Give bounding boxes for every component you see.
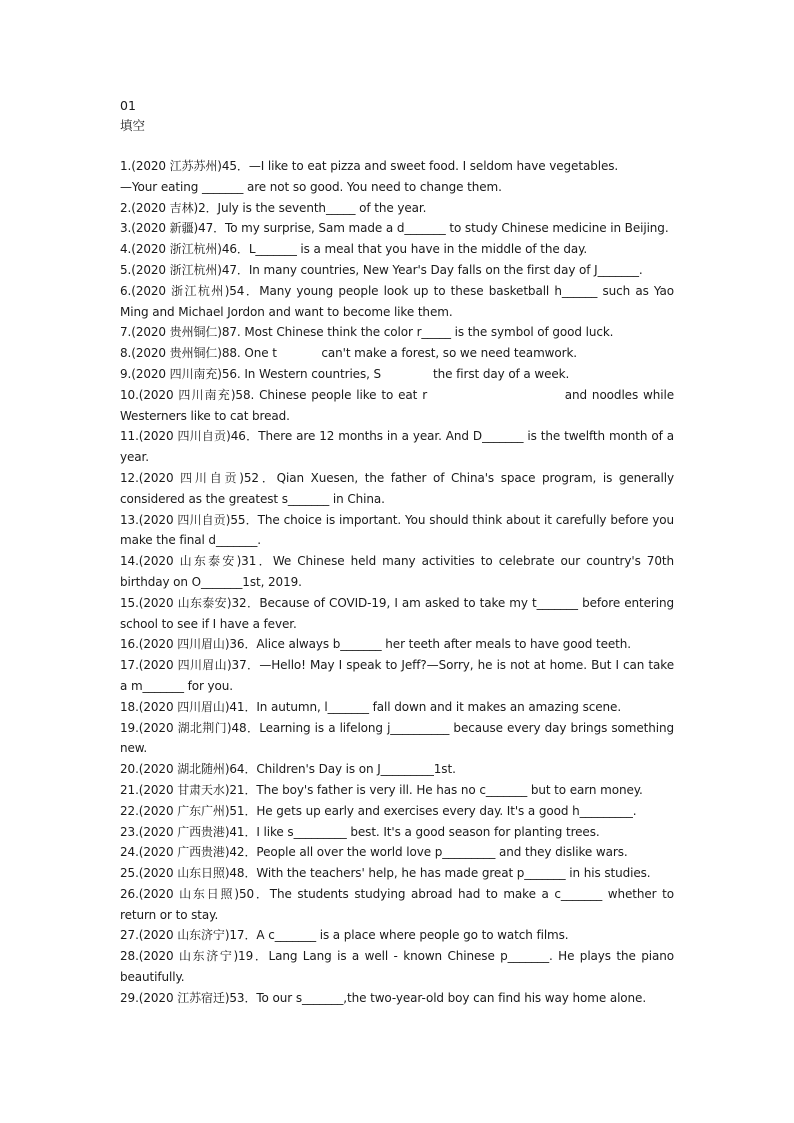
question-item: 19.(2020 湖北荆门)48．Learning is a lifelong j__________ because every day brings something new. <box>120 720 674 756</box>
question-item: 5.(2020 浙江杭州)47．In many countries, New Year's Day falls on the first day of J_______. <box>120 262 643 277</box>
question-item: 23.(2020 广西贵港)41．I like s_________ best. It's a good season for planting trees. <box>120 824 600 839</box>
question-item: 2.(2020 吉林)2．July is the seventh_____ of the year. <box>120 200 427 215</box>
question-item: 25.(2020 山东日照)48．With the teachers' help, he has made great p_______ in his studies. <box>120 866 651 881</box>
question-item: 7.(2020 贵州铜仁)87. Most Chinese think the color r_____ is the symbol of good luck. <box>120 325 614 340</box>
section-title: 填空 <box>120 118 146 133</box>
document-page <box>120 96 678 1009</box>
question-item: 16.(2020 四川眉山)36．Alice always b_______ her teeth after meals to have good teeth. <box>120 637 632 652</box>
question-item: 15.(2020 山东泰安)32．Because of COVID-19, I am asked to take my t_______ before entering school to see if I have a fever. <box>120 595 674 631</box>
question-item: 3.(2020 新疆)47．To my surprise, Sam made a d_______ to study Chinese medicine in Beijing. <box>120 221 669 236</box>
question-item: 17.(2020 四川眉山)37．—Hello! May I speak to Jeff?—Sorry, he is not at home. But I can take a m_______ for you. <box>120 658 674 693</box>
question-item: 6.(2020 浙江杭州)54．Many young people look up to these basketball h______ such as Yao Ming and Michael Jordon and want to become like them. <box>120 283 674 319</box>
question-item: 28.(2020 山东济宁)19．Lang Lang is a well - known Chinese p_______. He plays the piano beautifully. <box>120 949 674 985</box>
question-item: —Your eating _______ are not so good. You need to change them. <box>120 179 502 194</box>
question-item: 8.(2020 贵州铜仁)88. One t can't make a forest, so we need teamwork. <box>120 346 578 361</box>
question-item: 13.(2020 四川自贡)55．The choice is important. You should think about it carefully before you make the final d_______. <box>120 512 674 548</box>
question-item: 10.(2020 四川南充)58. Chinese people like to eat r and noodles while Westerners like to cat bread. <box>120 387 678 423</box>
question-item: 21.(2020 甘肃天水)21．The boy's father is very ill. He has no c_______ but to earn money. <box>120 782 643 797</box>
question-list <box>120 156 678 1009</box>
question-item: 11.(2020 四川自贡)46．There are 12 months in a year. And D_______ is the twelfth month of a year. <box>120 429 674 465</box>
question-item: 9.(2020 四川南充)56. In Western countries, S the first day of a week. <box>120 366 570 381</box>
spacer <box>120 136 674 156</box>
question-item: 26.(2020 山东日照)50．The students studying abroad had to make a c_______ whether to return or to stay. <box>120 886 674 922</box>
question-item: 27.(2020 山东济宁)17．A c_______ is a place where people go to watch films. <box>120 928 569 943</box>
question-item: 22.(2020 广东广州)51．He gets up early and exercises every day. It's a good h_________. <box>120 803 637 818</box>
question-item: 1.(2020 江苏苏州)45．—I like to eat pizza and sweet food. I seldom have vegetables. <box>120 159 619 173</box>
question-item: 14.(2020 山东泰安)31．We Chinese held many activities to celebrate our country's 70th birthday on O_______1st, 2019. <box>120 554 674 589</box>
question-item: 20.(2020 湖北随州)64．Children's Day is on J_________1st. <box>120 762 456 777</box>
section-number: 01 <box>120 98 136 113</box>
question-item: 4.(2020 浙江杭州)46．L_______ is a meal that you have in the middle of the day. <box>120 242 588 257</box>
question-item: 18.(2020 四川眉山)41．In autumn, l_______ fall down and it makes an amazing scene. <box>120 699 622 714</box>
question-item: 29.(2020 江苏宿迁)53．To our s_______,the two-year-old boy can find his way home alone. <box>120 990 647 1005</box>
question-item: 24.(2020 广西贵港)42．People all over the world love p_________ and they dislike wars. <box>120 845 628 860</box>
question-item: 12.(2020 四川自贡)52．Qian Xuesen, the father of China's space program, is generally considered as the greatest s_______ in China. <box>120 470 674 506</box>
